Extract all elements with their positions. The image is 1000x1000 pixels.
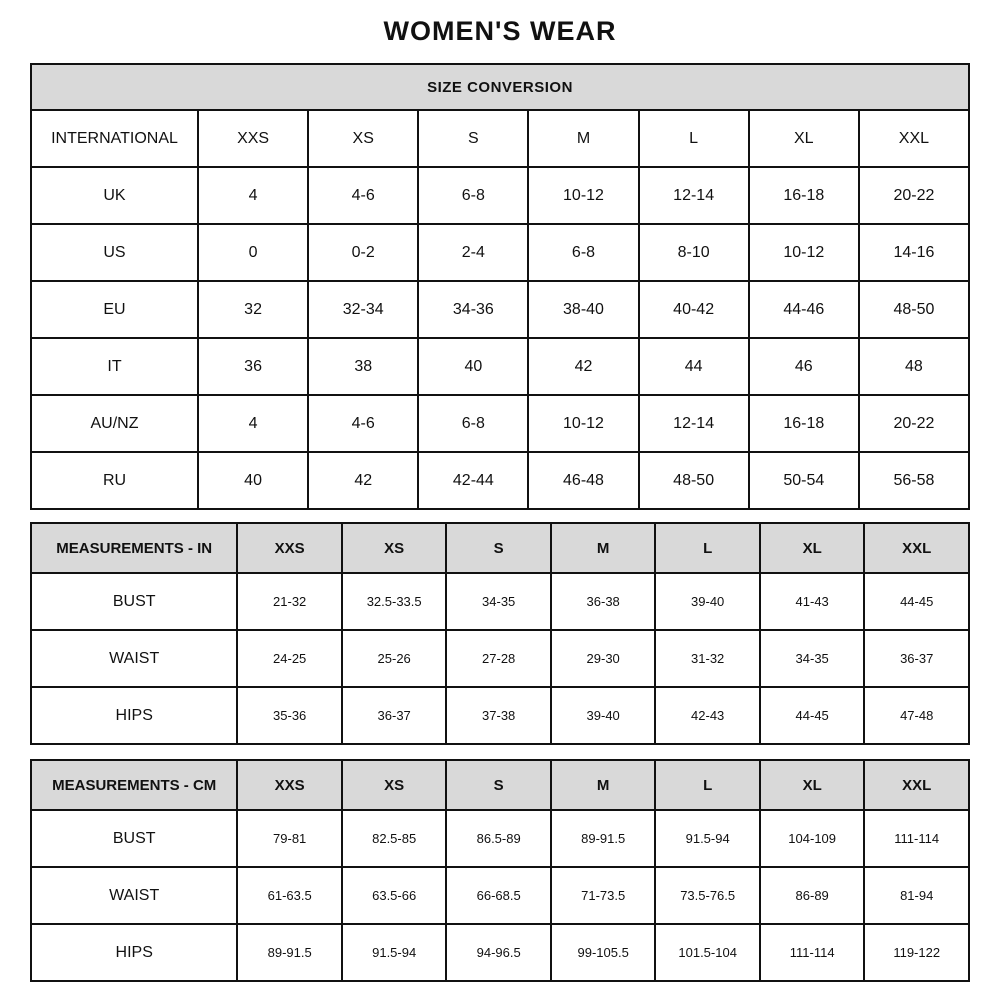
table-cell: 4	[198, 395, 308, 452]
table-cell: 8-10	[639, 224, 749, 281]
table-cell: 20-22	[859, 167, 969, 224]
table-cell: 36-38	[551, 573, 656, 630]
table-cell: 56-58	[859, 452, 969, 509]
table-cell: 48	[859, 338, 969, 395]
table-cell: 14-16	[859, 224, 969, 281]
table-cell: 40	[418, 338, 528, 395]
table-cell: 104-109	[760, 810, 865, 867]
size-header-cell: L	[655, 523, 760, 573]
table-cell: 82.5-85	[342, 810, 447, 867]
corner-header-cell: INTERNATIONAL	[31, 110, 198, 167]
row-label: AU/NZ	[31, 395, 198, 452]
table-cell: 38	[308, 338, 418, 395]
table-cell: 38-40	[528, 281, 638, 338]
table-cell: 44-45	[760, 687, 865, 744]
row-label: BUST	[31, 810, 237, 867]
table-cell: 94-96.5	[446, 924, 551, 981]
table-cell: 16-18	[749, 395, 859, 452]
table-cell: 89-91.5	[237, 924, 342, 981]
table-cell: 4-6	[308, 395, 418, 452]
table-cell: 48-50	[639, 452, 749, 509]
size-header-cell: M	[551, 523, 656, 573]
table-cell: 42-44	[418, 452, 528, 509]
table-row	[31, 687, 969, 744]
table-row	[31, 867, 969, 924]
row-label: UK	[31, 167, 198, 224]
table-cell: 10-12	[528, 167, 638, 224]
table-cell: 91.5-94	[655, 810, 760, 867]
table-cell: 20-22	[859, 395, 969, 452]
table-cell: 66-68.5	[446, 867, 551, 924]
size-header-cell: M	[551, 760, 656, 810]
measurements-in-body	[31, 573, 969, 744]
table-cell: 37-38	[446, 687, 551, 744]
size-header-cell: XL	[760, 760, 865, 810]
size-header-cell: XS	[342, 760, 447, 810]
table-cell: 2-4	[418, 224, 528, 281]
table-row	[31, 452, 969, 509]
table-cell: 44-45	[864, 573, 969, 630]
table-cell: 86.5-89	[446, 810, 551, 867]
table-cell: 32-34	[308, 281, 418, 338]
table-cell: 24-25	[237, 630, 342, 687]
table-cell: 34-35	[760, 630, 865, 687]
row-label: WAIST	[31, 630, 237, 687]
row-label: IT	[31, 338, 198, 395]
table-cell: 0-2	[308, 224, 418, 281]
row-label: US	[31, 224, 198, 281]
row-label: RU	[31, 452, 198, 509]
size-header-cell: XXS	[237, 523, 342, 573]
table-row	[31, 630, 969, 687]
size-header-cell: L	[655, 760, 760, 810]
table-row	[31, 395, 969, 452]
table-cell: 99-105.5	[551, 924, 656, 981]
table-cell: 111-114	[760, 924, 865, 981]
table-cell: 101.5-104	[655, 924, 760, 981]
size-header-cell: M	[528, 110, 638, 167]
size-header-cell: XXS	[198, 110, 308, 167]
table-cell: 31-32	[655, 630, 760, 687]
table-cell: 61-63.5	[237, 867, 342, 924]
table-cell: 86-89	[760, 867, 865, 924]
table-cell: 35-36	[237, 687, 342, 744]
table-cell: 21-32	[237, 573, 342, 630]
table-cell: 71-73.5	[551, 867, 656, 924]
table-row	[31, 167, 969, 224]
measurements-in-table	[30, 522, 970, 745]
table-cell: 10-12	[528, 395, 638, 452]
row-label: EU	[31, 281, 198, 338]
size-conversion-table	[30, 63, 970, 510]
table-cell: 6-8	[418, 167, 528, 224]
row-label: WAIST	[31, 867, 237, 924]
table-cell: 6-8	[528, 224, 638, 281]
table-header-row	[31, 523, 969, 573]
table-cell: 40	[198, 452, 308, 509]
table-cell: 39-40	[551, 687, 656, 744]
table-cell: 10-12	[749, 224, 859, 281]
table-cell: 12-14	[639, 167, 749, 224]
table-row	[31, 224, 969, 281]
table-cell: 29-30	[551, 630, 656, 687]
size-header-cell: XS	[342, 523, 447, 573]
table-cell: 46	[749, 338, 859, 395]
table-cell: 44	[639, 338, 749, 395]
size-header-cell: XXL	[864, 523, 969, 573]
size-conversion-body	[31, 167, 969, 509]
table-cell: 32	[198, 281, 308, 338]
table-cell: 36-37	[342, 687, 447, 744]
size-header-cell: XL	[749, 110, 859, 167]
table-cell: 32.5-33.5	[342, 573, 447, 630]
table-cell: 27-28	[446, 630, 551, 687]
row-label: HIPS	[31, 687, 237, 744]
table-cell: 89-91.5	[551, 810, 656, 867]
table-cell: 0	[198, 224, 308, 281]
row-label: HIPS	[31, 924, 237, 981]
table-cell: 47-48	[864, 687, 969, 744]
size-header-cell: L	[639, 110, 749, 167]
table-row	[31, 810, 969, 867]
table-row	[31, 924, 969, 981]
table-cell: 81-94	[864, 867, 969, 924]
table-cell: 79-81	[237, 810, 342, 867]
table-cell: 44-46	[749, 281, 859, 338]
table-header-row	[31, 110, 969, 167]
size-header-cell: S	[418, 110, 528, 167]
table-cell: 111-114	[864, 810, 969, 867]
table-cell: 36-37	[864, 630, 969, 687]
table-cell: 73.5-76.5	[655, 867, 760, 924]
table-cell: 91.5-94	[342, 924, 447, 981]
corner-header-cell: MEASUREMENTS - CM	[31, 760, 237, 810]
table-cell: 34-35	[446, 573, 551, 630]
table-cell: 4	[198, 167, 308, 224]
size-header-cell: XL	[760, 523, 865, 573]
table-cell: 42	[528, 338, 638, 395]
size-header-cell: XXL	[859, 110, 969, 167]
table-cell: 119-122	[864, 924, 969, 981]
table-cell: 6-8	[418, 395, 528, 452]
table-header-row	[31, 760, 969, 810]
table-cell: 36	[198, 338, 308, 395]
size-conversion-title: SIZE CONVERSION	[31, 64, 969, 110]
size-header-cell: XXS	[237, 760, 342, 810]
size-header-cell: S	[446, 760, 551, 810]
table-row	[31, 281, 969, 338]
size-header-cell: S	[446, 523, 551, 573]
measurements-cm-table	[30, 759, 970, 982]
table-title-row	[31, 64, 969, 110]
page-title: WOMEN'S WEAR	[383, 16, 617, 46]
table-cell: 48-50	[859, 281, 969, 338]
table-cell: 50-54	[749, 452, 859, 509]
measurements-cm-body	[31, 810, 969, 981]
table-cell: 41-43	[760, 573, 865, 630]
table-cell: 42	[308, 452, 418, 509]
table-cell: 40-42	[639, 281, 749, 338]
table-cell: 12-14	[639, 395, 749, 452]
table-cell: 39-40	[655, 573, 760, 630]
table-cell: 46-48	[528, 452, 638, 509]
table-cell: 34-36	[418, 281, 528, 338]
table-row	[31, 338, 969, 395]
table-row	[31, 573, 969, 630]
row-label: BUST	[31, 573, 237, 630]
table-cell: 63.5-66	[342, 867, 447, 924]
corner-header-cell: MEASUREMENTS - IN	[31, 523, 237, 573]
size-header-cell: XS	[308, 110, 418, 167]
table-cell: 16-18	[749, 167, 859, 224]
table-cell: 4-6	[308, 167, 418, 224]
size-header-cell: XXL	[864, 760, 969, 810]
table-cell: 42-43	[655, 687, 760, 744]
table-cell: 25-26	[342, 630, 447, 687]
